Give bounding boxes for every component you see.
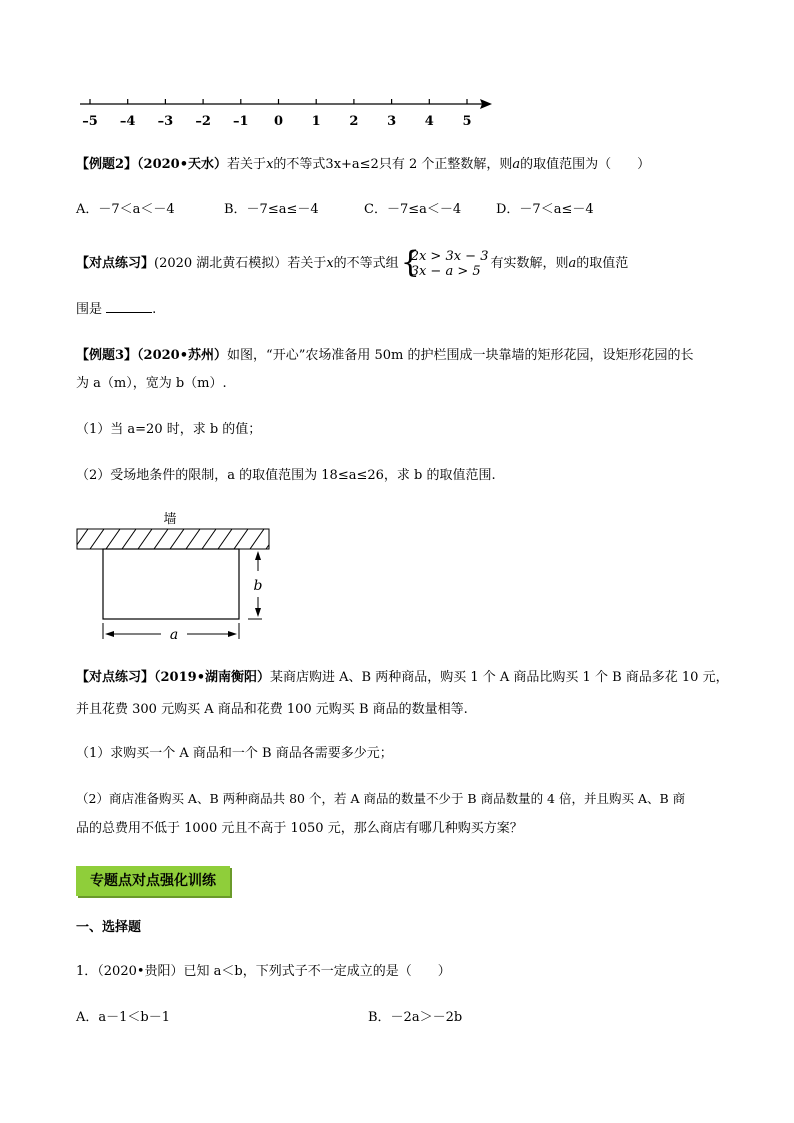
- text: 的取值范围为（ ）: [520, 157, 651, 172]
- practice2-q1: （1）求购买一个 A 商品和一个 B 商品各需要多少元；: [76, 746, 393, 761]
- section1-heading: 一、选择题: [76, 920, 142, 935]
- practice1-source: (2020 湖北黄石模拟）: [154, 256, 288, 271]
- practice2-line1: [76, 668, 729, 688]
- text: 的不等式: [273, 157, 326, 172]
- text: 的不等式组: [333, 256, 399, 271]
- example3-q2: （2）受场地条件的限制，a 的取值范围为 18≤a≤26，求 b 的取值范围.: [76, 468, 496, 483]
- example2-source: （2020•天水）: [137, 157, 228, 172]
- system-row-2: 3x − a > 5: [410, 263, 481, 279]
- inequality: 3x+a≤2: [325, 157, 379, 172]
- text: 若关于: [287, 256, 327, 271]
- wall-label: 墙: [163, 512, 177, 527]
- practice2-q2b: 品的总费用不低于 1000 元且不高于 1050 元，那么商店有哪几种购买方案？: [76, 821, 523, 836]
- practice2-q2a: （2）商店准备购买 A、B 两种商品共 80 个，若 A 商品的数量不少于 B 商品数量的 4 倍，并且购买 A、B 商: [76, 791, 686, 806]
- text: 某商店购进 A、B 两种商品，购买 1 个 A 商品比购买 1 个 B 商品多花 10 元，: [270, 670, 729, 685]
- example2-options: [76, 200, 676, 220]
- number-line-label: 1: [311, 114, 321, 129]
- example3-line2: 为 a（m），宽为 b（m）.: [76, 376, 227, 391]
- example3-source: （2020•苏州）: [137, 348, 228, 363]
- text: 只有 2 个正整数解，则: [378, 157, 513, 172]
- number-line-label: 0: [273, 114, 284, 129]
- number-line-label: –2: [195, 114, 211, 129]
- b-label: b: [253, 578, 263, 594]
- var-a: a: [512, 157, 521, 172]
- number-line-label: –5: [82, 114, 98, 129]
- text: 的取值范: [576, 256, 629, 271]
- number-line-label: –3: [157, 114, 174, 129]
- var-x: x: [266, 157, 274, 172]
- example2-tag: 【例题2】: [76, 157, 138, 172]
- number-line-label: 4: [424, 114, 434, 129]
- number-line-label: –4: [119, 114, 136, 129]
- text: 若关于: [227, 157, 267, 172]
- var-a: a: [568, 256, 577, 271]
- number-line-label: –1: [233, 114, 249, 129]
- practice1-answer-line: [76, 300, 156, 320]
- number-line-label: 3: [387, 114, 397, 129]
- example2-question: [76, 155, 650, 175]
- garden-figure: [70, 505, 280, 647]
- text: 如图，“开心”农场准备用 50m 的护栏围成一块靠墙的矩形花园，设矩形花园的长: [227, 348, 694, 363]
- text: 围是: [76, 302, 103, 317]
- section1-options: [76, 1008, 676, 1028]
- inequality-system: { 2x > 3x − 3 3x − a > 5: [400, 244, 489, 280]
- a-label: a: [169, 627, 179, 643]
- option-a: A．a－1＜b－1: [76, 1010, 171, 1025]
- section1-q1: 1．（2020•贵阳）已知 a＜b，下列式子不一定成立的是（ ）: [76, 964, 451, 979]
- practice1-question: [76, 244, 629, 280]
- example3-line1: [76, 346, 693, 366]
- system-row-1: 2x > 3x − 3: [410, 248, 489, 264]
- var-x: x: [326, 256, 334, 271]
- section-badge: 专题点对点强化训练: [76, 866, 230, 896]
- option-b: B．－2a＞－2b: [368, 1010, 463, 1025]
- option-c: C．－7≤a＜－4: [364, 202, 462, 217]
- practice1-tag: 【对点练习】: [76, 256, 155, 271]
- answer-blank[interactable]: [106, 300, 152, 313]
- practice2-line2: 并且花费 300 元购买 A 商品和花费 100 元购买 B 商品的数量相等.: [76, 702, 468, 717]
- number-line-label: 2: [349, 114, 359, 129]
- option-d: D．－7＜a≤－4: [496, 202, 594, 217]
- example3-q1: （1）当 a=20 时，求 b 的值；: [76, 422, 262, 437]
- example3-tag: 【例题3】: [76, 348, 138, 363]
- practice2-source: （2019•湖南衡阳）: [154, 670, 271, 685]
- option-b: B．－7≤a≤－4: [224, 202, 319, 217]
- practice2-tag: 【对点练习】: [76, 670, 155, 685]
- number-line-label: 5: [462, 114, 472, 129]
- option-a: A．－7＜a＜－4: [76, 202, 175, 217]
- text: 有实数解，则: [490, 256, 569, 271]
- text: .: [152, 302, 157, 317]
- number-line: [80, 94, 500, 114]
